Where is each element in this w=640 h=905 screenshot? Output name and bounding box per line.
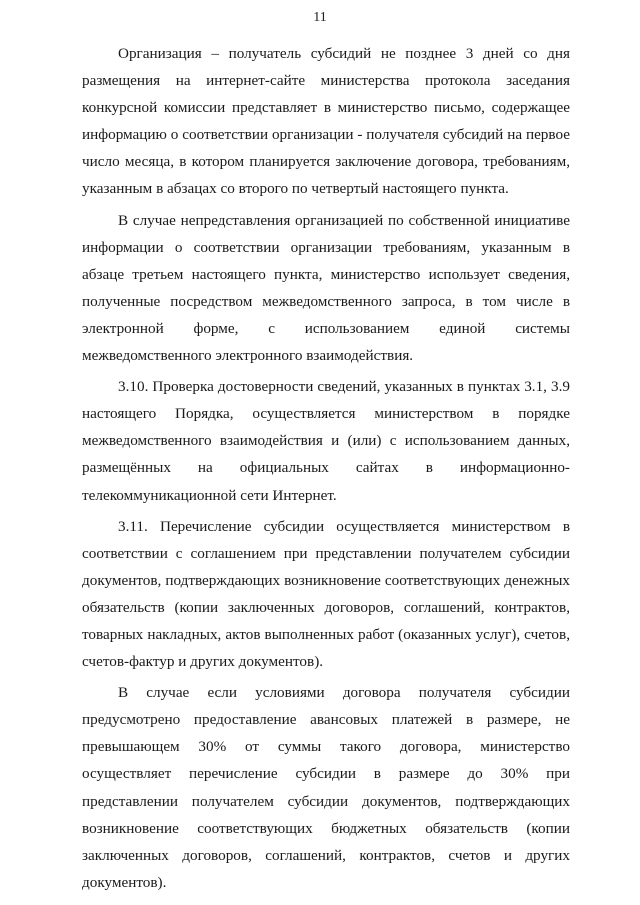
- paragraph-advance-payments: В случае если условиями договора получателя субсидии предусмотрено предоставление авансовых платежей в размере, не превышающем 30% от суммы такого договора, министерство осуществляет перечисление субсидии в размере до 30% при представлении получателем субсидии документов, подтверждающих возникновение соответствующих бюджетных обязательств (копии заключенных договоров, соглашений, контрактов, счетов и других документов).: [82, 684, 570, 891]
- page-number: 11: [313, 10, 327, 25]
- paragraph-organization-letter: Организация – получатель субсидий не позднее 3 дней со дня размещения на интернет-сайте министерства протокола заседания конкурсной комиссии представляет в министерство письмо, содержащее информацию о соответствии организации - получателя субсидий на первое число месяца, в котором планируется заключение договора, требованиям, указанным в абзацах со второго по четвертый настоящего пункта.: [82, 45, 570, 198]
- paragraph-non-submission: В случае непредставления организацией по собственной инициативе информации о соответствии организации требованиям, указанным в абзаце третьем настоящего пункта, министерство использует сведения, полученные посредством межведомственного запроса, в том числе в электронной форме, с использованием единой системы межведомственного электронного взаимодействия.: [82, 211, 570, 365]
- paragraph-3-10: 3.10. Проверка достоверности сведений, указанных в пунктах 3.1, 3.9 настоящего Порядка, осуществляется министерством в порядке межведомственного взаимодействия и (или) с использованием данных, размещённых на официальных сайтах в информационно-телекоммуникационной сети Интернет.: [82, 378, 570, 504]
- paragraph-3-11: 3.11. Перечисление субсидии осуществляется министерством в соответствии с соглашением при представлении получателем субсидии документов, подтверждающих возникновение соответствующих денежных обязательств (копии заключенных договоров, соглашений, контрактов, товарных накладных, актов выполненных работ (оказанных услуг), счетов, счетов-фактур и других документов).: [82, 517, 570, 671]
- document-body: [82, 38, 570, 896]
